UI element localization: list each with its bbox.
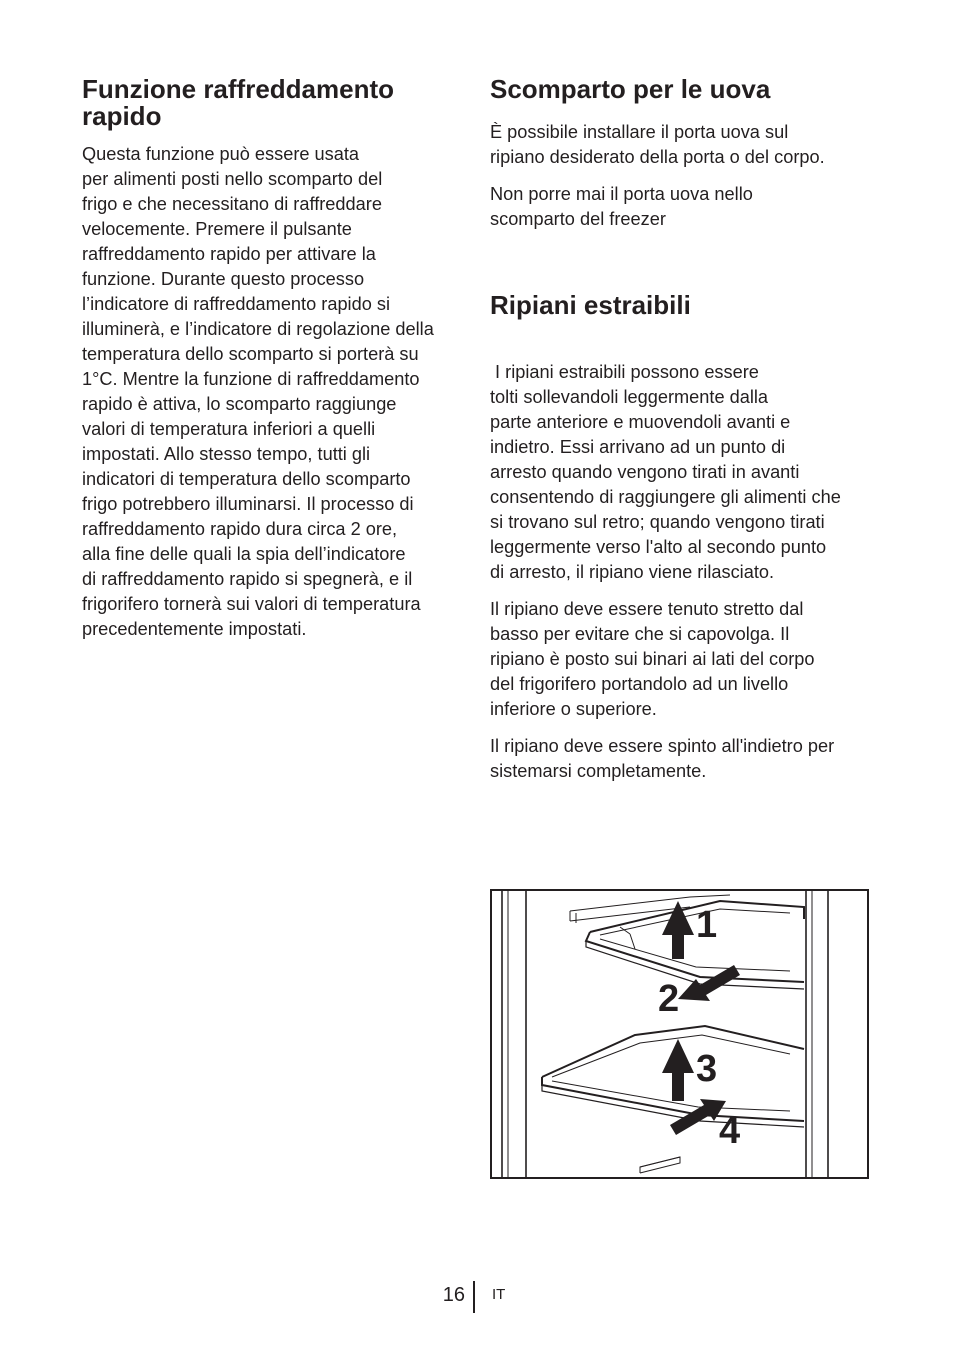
footer-divider [473,1281,475,1313]
heading-line: rapido [82,101,162,131]
text-line: si trovano sul retro; quando vengono tirati [490,512,825,532]
text-line: precedentemente impostati. [82,619,307,639]
left-column [82,76,464,642]
step-label-3: 3 [696,1048,718,1090]
step-label-2: 2 [658,978,680,1020]
text-line: frigo potrebbero illuminarsi. Il processo di [82,494,414,514]
text-line: raffreddamento rapido per attivare la [82,244,376,264]
text-line: parte anteriore e muovendoli avanti e [490,412,791,432]
text-line: valori di temperatura inferiori a quelli [82,419,376,439]
shelves-paragraph-3 [490,734,878,784]
text-line: 1°C. Mentre la funzione di raffreddamento [82,369,420,389]
page-number: 16 [442,1284,465,1306]
step-label-4: 4 [719,1110,741,1152]
text-line: frigo e che necessitano di raffreddare [82,194,382,214]
text-line: Il ripiano deve essere tenuto stretto dal [490,599,804,619]
text-line: consentendo di raggiungere gli alimenti che [490,487,841,507]
right-column [490,76,878,784]
text-line: ripiano è posto sui binari ai lati del corpo [490,649,815,669]
text-line: arresto quando vengono tirati in avanti [490,462,800,482]
egg-paragraph-1 [490,120,878,170]
text-line: È possibile installare il porta uova sul [490,122,789,142]
text-line: impostati. Allo stesso tempo, tutti gli [82,444,371,464]
language-code: IT [492,1286,506,1303]
text-line: indietro. Essi arrivano ad un punto di [490,437,786,457]
text-line: temperatura dello scomparto si porterà su [82,344,419,364]
text-line: di arresto, il ripiano viene rilasciato. [490,562,775,582]
heading-line: Funzione raffreddamento [82,74,395,104]
text-line: alla fine delle quali la spia dell’indicatore [82,544,406,564]
text-line: funzione. Durante questo processo [82,269,365,289]
fast-cooling-heading [82,76,464,130]
shelf-illustration-svg [490,889,869,1179]
text-line: I ripiani estraibili possono essere [490,362,759,382]
shelf-removal-illustration [490,889,869,1179]
text-line: l’indicatore di raffreddamento rapido si [82,294,391,314]
egg-paragraph-2 [490,182,878,232]
text-line: rapido è attiva, lo scomparto raggiunge [82,394,397,414]
text-line: ripiano desiderato della porta o del corpo. [490,147,825,167]
text-line: inferiore o superiore. [490,699,657,719]
removable-shelves-heading: Ripiani estraibili [490,290,691,320]
text-line: del frigorifero portandolo ad un livello [490,674,789,694]
text-line: frigorifero tornerà sui valori di temperatura [82,594,421,614]
text-line: scomparto del freezer [490,209,666,229]
text-line: tolti sollevandoli leggermente dalla [490,387,769,407]
text-line: di raffreddamento rapido si spegnerà, e il [82,569,413,589]
text-line: Questa funzione può essere usata [82,144,360,164]
fast-cooling-paragraph [82,142,464,642]
text-line: Il ripiano deve essere spinto all'indietro per [490,736,835,756]
text-line: raffreddamento rapido dura circa 2 ore, [82,519,398,539]
text-line: Non porre mai il porta uova nello [490,184,753,204]
text-line: illuminerà, e l’indicatore di regolazione della [82,319,434,339]
text-line: velocemente. Premere il pulsante [82,219,352,239]
step-label-1: 1 [696,904,718,946]
text-line: basso per evitare che si capovolga. Il [490,624,790,644]
shelves-paragraph-2 [490,597,878,722]
shelves-paragraph-1 [490,360,878,585]
text-line: per alimenti posti nello scomparto del [82,169,383,189]
text-line: sistemarsi completamente. [490,761,707,781]
text-line: indicatori di temperatura dello scomparto [82,469,411,489]
egg-compartment-heading: Scomparto per le uova [490,74,771,104]
text-line: leggermente verso l'alto al secondo punto [490,537,827,557]
